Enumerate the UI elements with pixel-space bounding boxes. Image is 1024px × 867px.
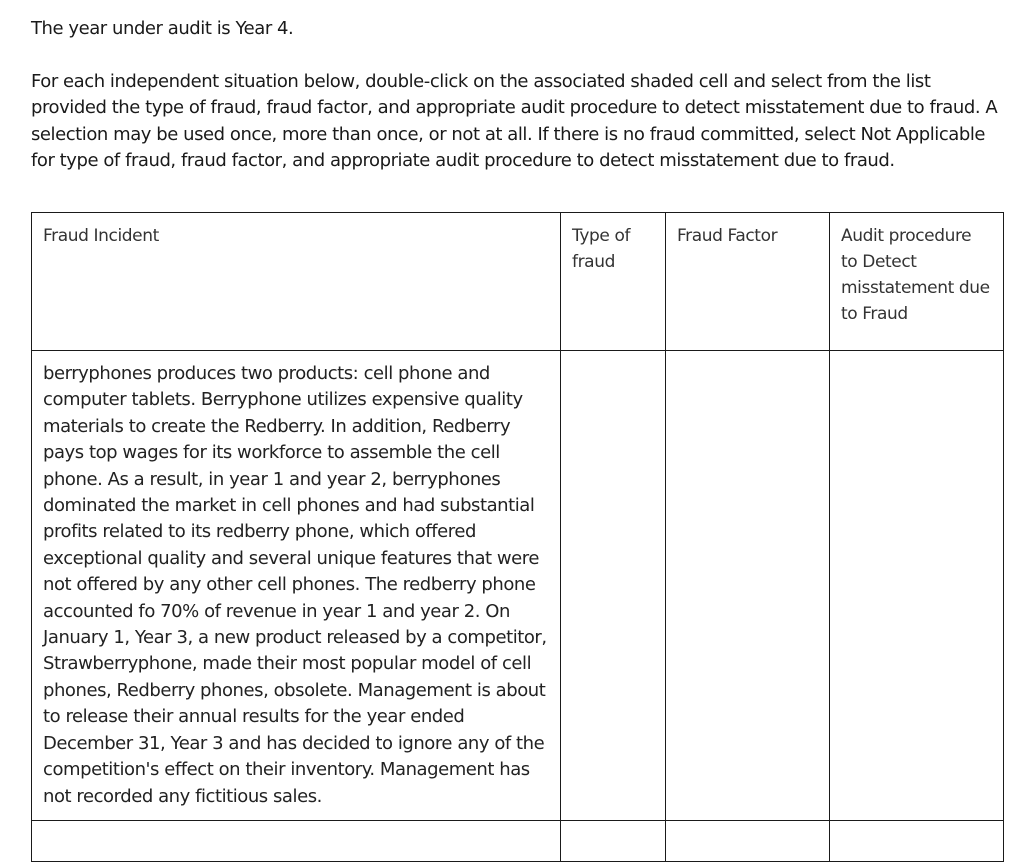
- fraud-factor-cell[interactable]: [666, 351, 830, 821]
- fraud-table: [31, 212, 1004, 862]
- header-fraud-incident: Fraud Incident: [32, 213, 561, 351]
- next-fraud-factor-cell[interactable]: [666, 820, 830, 861]
- header-fraud-factor: Fraud Factor: [666, 213, 830, 351]
- instructions-block: [31, 16, 1006, 175]
- type-of-fraud-cell[interactable]: [561, 351, 666, 821]
- next-audit-procedure-cell[interactable]: [830, 820, 1004, 861]
- header-audit-procedure: Audit procedure to Detect misstatement due to Fraud: [830, 213, 1004, 351]
- table-header-row: [32, 213, 1004, 351]
- audit-procedure-cell[interactable]: [830, 351, 1004, 821]
- year-under-audit-text: The year under audit is Year 4.: [31, 18, 294, 39]
- table-row: [32, 820, 1004, 861]
- header-type-of-fraud: Type of fraud: [561, 213, 666, 351]
- instructions-text: For each independent situation below, double-click on the associated shaded cell and select from the list provided the type of fraud, fraud factor, and appropriate audit procedure to detect misstatement due to fraud. A selection may be used once, more than once, or not at all. If there is no fraud committed, select Not Applicable for type of fraud, fraud factor, and appropriate audit procedure to detect misstatement due to fraud.: [31, 70, 998, 171]
- next-type-of-fraud-cell[interactable]: [561, 820, 666, 861]
- fraud-incident-text: berryphones produces two products: cell phone and computer tablets. Berryphone utilizes expensive quality materials to create the Redberry. In addition, Redberry pays top wages for its workforce to assemble the cell phone. As a result, in year 1 and year 2, berryphones dominated the market in cell phones and had substantial profits related to its redberry phone, which offered exceptional quality and several unique features that were not offered by any other cell phones. The redberry phone accounted fo 70% of revenue in year 1 and year 2. On January 1, Year 3, a new product released by a competitor, Strawberryphone, made their most popular model of cell phones, Redberry phones, obsolete. Management is about to release their annual results for the year ended December 31, Year 3 and has decided to ignore any of the competition's effect on their inventory. Management has not recorded any fictitious sales.: [32, 351, 561, 821]
- next-incident-cell: [32, 820, 561, 861]
- table-row: [32, 351, 1004, 821]
